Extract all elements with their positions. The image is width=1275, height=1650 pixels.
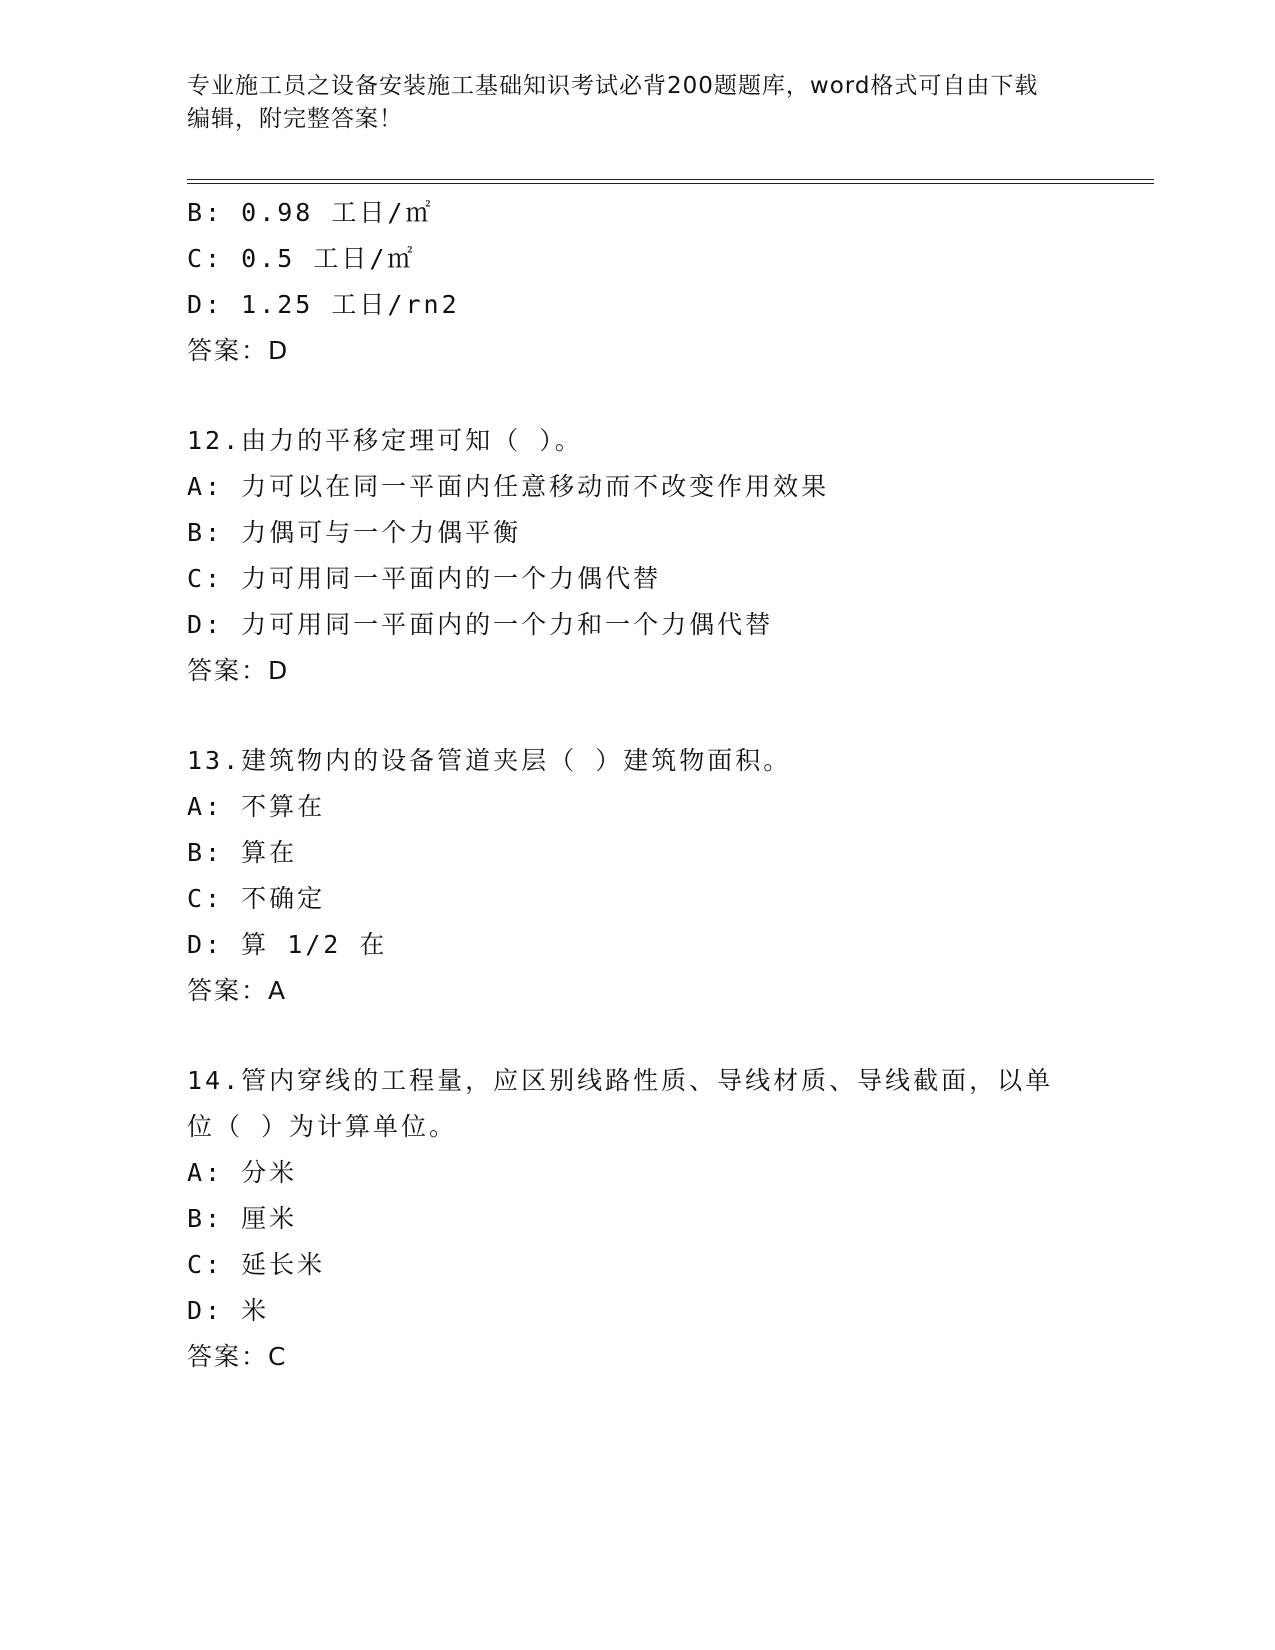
option-c: C: 不确定 <box>187 884 326 913</box>
option-b: B: 力偶可与一个力偶平衡 <box>187 518 522 547</box>
header-line-2: 编辑，附完整答案！ <box>187 106 403 132</box>
option-d: D: 1.25 工日/rn2 <box>187 290 460 319</box>
option-c: C: 0.5 工日/㎡ <box>187 244 416 273</box>
option-d: D: 算 1/2 在 <box>187 930 388 959</box>
option-a: A: 力可以在同一平面内任意移动而不改变作用效果 <box>187 472 830 501</box>
question-text-line-1: 14.管内穿线的工程量，应区别线路性质、导线材质、导线截面，以单 <box>187 1066 1054 1095</box>
answer-line: 答案：D <box>187 656 290 685</box>
option-d: D: 米 <box>187 1296 270 1325</box>
option-c: C: 延长米 <box>187 1250 326 1279</box>
answer-line: 答案：A <box>187 976 288 1005</box>
option-b: B: 0.98 工日/㎡ <box>187 198 434 227</box>
question-text: 13.建筑物内的设备管道夹层（ ）建筑物面积。 <box>187 746 792 775</box>
question-block <box>187 1058 1087 1380</box>
document-header <box>187 70 1067 136</box>
option-a: A: 分米 <box>187 1158 298 1187</box>
question-block <box>187 190 1087 374</box>
header-line-1: 专业施工员之设备安装施工基础知识考试必背200题题库，word格式可自由下载 <box>187 73 1039 99</box>
question-text-line-2: 位（ ）为计算单位。 <box>187 1112 458 1141</box>
question-block <box>187 418 1087 694</box>
question-text: 12.由力的平移定理可知（ ）。 <box>187 426 583 455</box>
option-c: C: 力可用同一平面内的一个力偶代替 <box>187 564 662 593</box>
block-spacer <box>187 374 1087 418</box>
question-list <box>187 190 1087 1380</box>
option-d: D: 力可用同一平面内的一个力和一个力偶代替 <box>187 610 774 639</box>
option-b: B: 厘米 <box>187 1204 298 1233</box>
header-rule-top <box>187 179 1154 180</box>
option-b: B: 算在 <box>187 838 298 867</box>
block-spacer <box>187 1014 1087 1058</box>
option-a: A: 不算在 <box>187 792 326 821</box>
answer-line: 答案：D <box>187 336 290 365</box>
question-block <box>187 738 1087 1014</box>
block-spacer <box>187 694 1087 738</box>
answer-line: 答案：C <box>187 1342 288 1371</box>
header-rule-bottom <box>187 183 1154 184</box>
